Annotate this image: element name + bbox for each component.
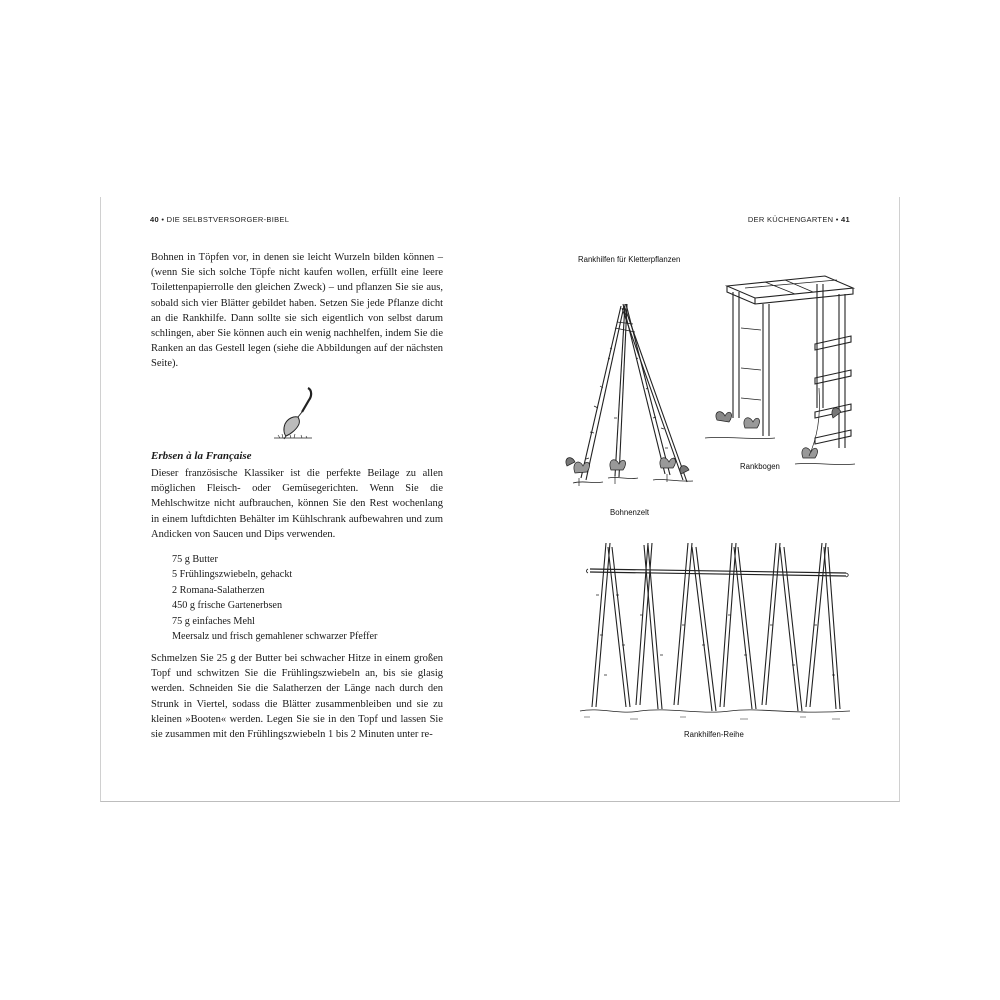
ingredient-item: 75 g Butter [172, 554, 218, 565]
paragraph-intro [151, 250, 443, 372]
recipe-title: Erbsen à la Française [151, 450, 252, 462]
paragraph-1: Bohnen in Töpfen vor, in denen sie leicht Wurzeln bilden können – (wenn Sie sich solche Töpfe nicht kaufen wollen, erfüllt eine leere Toilettenpapierrolle den gleichen Zweck) – und pflanzen Sie sie aus, sobald sich vier Blätter gebildet haben. Setzen Sie jede Pflanze dicht an die Rankhilfe. Dann sollte sie sich eigentlich von selbst darum schlingen, aber Sie können auch ein wenig nachhelfen, indem Sie die Ranken an das Gestell legen (siehe die Abbildungen auf der nächsten Seite). [151, 252, 443, 370]
ingredient-list [172, 552, 432, 644]
left-running-head [150, 215, 289, 224]
ingredient-item: 75 g einfaches Mehl [172, 615, 255, 627]
caption-bean-tipi: Bohnenzelt [610, 508, 650, 517]
bean-tipi-illustration [553, 298, 708, 498]
trellis-arch-illustration [705, 268, 865, 478]
ingredient-item: 5 Frühlingszwiebeln, gehackt [172, 569, 293, 581]
paragraph-3: Schmelzen Sie 25 g der Butter bei schwacher Hitze in einem großen Topf und schwitzen Sie die Frühlingszwiebeln an, bis sie glasig werden. Schneiden Sie die Salatherzen der Länge nach durch den Strunk in Viertel, sodass die Blätter zusammenbleiben und sie zu kleinen »Booten« werden. Legen Sie sie in den Topf und lassen Sie sie zusammen mit den Frühlingszwiebeln 1 bis 2 Minuten unter re- [151, 653, 443, 741]
trowel-icon [268, 384, 318, 442]
caption-trellis-arch: Rankbogen [740, 462, 780, 471]
caption-trellis-row: Rankhilfen-Reihe [684, 730, 744, 739]
paragraph-2: Dieser französische Klassiker ist die perfekte Beilage zu allen möglichen Fleisch- oder Gemüsegerichten. Wenn Sie die Mehlschwitze nicht aufbrauchen, können Sie den Rest wochenlang in einem luftdichten Behälter im Kühlschrank aufbewahren und zum Andicken von Saucen und Dips verwenden. [151, 468, 443, 540]
left-head-title: DIE SELBSTVERSORGER-BIBEL [166, 215, 290, 224]
ingredient-item: 2 Romana-Salatherzen [172, 584, 265, 596]
illustration-main-caption: Rankhilfen für Kletterpflanzen [578, 255, 681, 264]
right-page-number: 41 [841, 215, 850, 224]
right-head-title: DER KÜCHENGARTEN [747, 215, 834, 224]
right-head-bullet: • [835, 215, 842, 224]
left-page-number: 40 [150, 215, 159, 224]
ingredient-item: Meersalz und frisch gemahlener schwarzer Pfeffer [172, 631, 378, 643]
paragraph-recipe-intro [151, 466, 443, 542]
trellis-row-illustration [570, 535, 855, 725]
right-running-head [748, 215, 850, 224]
paragraph-method [151, 651, 443, 742]
ingredient-item: 450 g frische Gartenerbsen [172, 600, 283, 612]
left-head-bullet: • [161, 215, 167, 224]
